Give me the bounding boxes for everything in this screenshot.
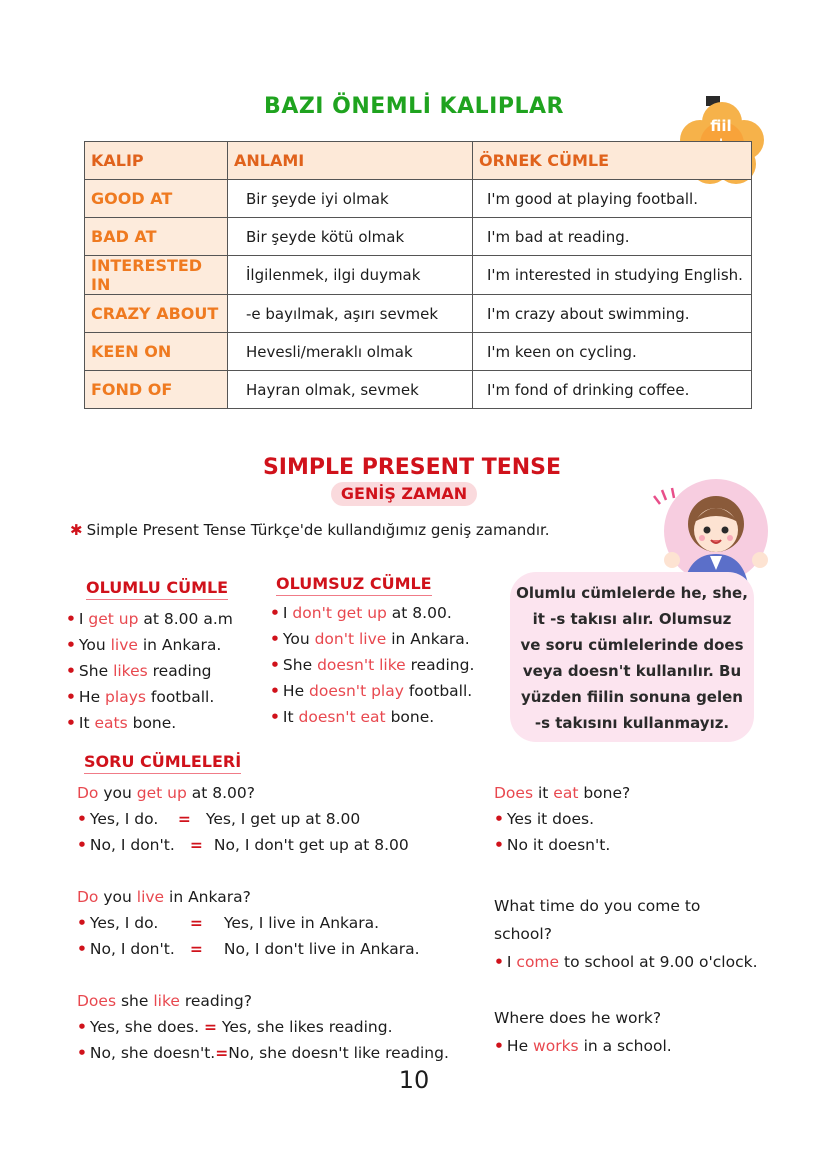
cell-anlami: Hayran olmak, sevmek bbox=[228, 371, 473, 409]
question-line: school? bbox=[494, 925, 552, 943]
answer-no: • No, she doesn't.=No, she doesn't like reading. bbox=[77, 1044, 449, 1062]
question-line: Do you get up at 8.00? bbox=[77, 784, 255, 802]
question-line: Where does he work? bbox=[494, 1009, 662, 1027]
section-title: SIMPLE PRESENT TENSE bbox=[262, 455, 562, 480]
olumsuz-list bbox=[270, 600, 474, 730]
header-ornek: ÖRNEK CÜMLE bbox=[473, 142, 752, 180]
list-item: • You don't live in Ankara. bbox=[270, 630, 470, 648]
table-row bbox=[85, 333, 752, 371]
answer-yes: • Yes, I do. = Yes, I get up at 8.00 bbox=[77, 810, 361, 828]
question-block-3 bbox=[77, 988, 449, 1066]
question-line: Does she like reading? bbox=[77, 992, 252, 1010]
olumlu-list bbox=[66, 606, 233, 736]
answer-no: • No, I don't. = No, I don't get up at 8.00 bbox=[77, 836, 409, 854]
question-block-5 bbox=[494, 892, 758, 976]
cell-anlami: Bir şeyde kötü olmak bbox=[228, 218, 473, 256]
table-row bbox=[85, 295, 752, 333]
list-item: • She doesn't like reading. bbox=[270, 656, 475, 674]
list-item: • I get up at 8.00 a.m bbox=[66, 610, 233, 628]
star-bullet-icon: ✱ bbox=[70, 521, 83, 539]
question-block-4 bbox=[494, 780, 630, 858]
olumlu-title bbox=[86, 578, 228, 597]
table-row bbox=[85, 371, 752, 409]
header-anlami: ANLAMI bbox=[228, 142, 473, 180]
question-line: Do you live in Ankara? bbox=[77, 888, 251, 906]
question-line: What time do you come to bbox=[494, 897, 701, 915]
table-header-row bbox=[85, 142, 752, 180]
cell-ornek: I'm fond of drinking coffee. bbox=[473, 371, 752, 409]
note-line: ve soru cümlelerinde does bbox=[520, 636, 744, 654]
question-block-1 bbox=[77, 780, 409, 858]
list-item: • It doesn't eat bone. bbox=[270, 708, 435, 726]
soru-title-text: SORU CÜMLELERİ bbox=[84, 752, 241, 774]
olumsuz-title-text: OLUMSUZ CÜMLE bbox=[276, 574, 432, 596]
soru-title bbox=[84, 752, 241, 771]
olumlu-title-text: OLUMLU CÜMLE bbox=[86, 578, 228, 600]
note-line: it -s takısı alır. Olumsuz bbox=[532, 610, 732, 628]
answer-yes: • Yes it does. bbox=[494, 810, 595, 828]
intro-sentence: Simple Present Tense Türkçe'de kullandığımız geniş zamandır. bbox=[86, 521, 550, 539]
note-line: yüzden fiilin sonuna gelen bbox=[521, 688, 743, 706]
cell-ornek: I'm interested in studying English. bbox=[473, 256, 752, 295]
list-item: • It eats bone. bbox=[66, 714, 177, 732]
olumsuz-title bbox=[276, 574, 432, 593]
page-title: BAZI ÖNEMLİ KALIPLAR bbox=[264, 94, 564, 119]
page-number: 10 bbox=[398, 1066, 430, 1094]
patterns-table bbox=[84, 141, 752, 409]
cell-ornek: I'm crazy about swimming. bbox=[473, 295, 752, 333]
cell-anlami: -e bayılmak, aşırı sevmek bbox=[228, 295, 473, 333]
answer-no: • No it doesn't. bbox=[494, 836, 611, 854]
note-line: -s takısını kullanmayız. bbox=[534, 714, 730, 732]
cell-kalip: CRAZY ABOUT bbox=[85, 295, 228, 333]
answer-line: • I come to school at 9.00 o'clock. bbox=[494, 953, 758, 971]
question-line: Does it eat bone? bbox=[494, 784, 631, 802]
cell-ornek: I'm good at playing football. bbox=[473, 180, 752, 218]
cell-kalip: GOOD AT bbox=[85, 180, 228, 218]
answer-yes: • Yes, I do. = Yes, I live in Ankara. bbox=[77, 914, 380, 932]
list-item: • She likes reading bbox=[66, 662, 212, 680]
girl-character-icon bbox=[650, 476, 770, 586]
table-row bbox=[85, 218, 752, 256]
question-block-2 bbox=[77, 884, 420, 962]
cell-anlami: İlgilenmek, ilgi duymak bbox=[228, 256, 473, 295]
cell-kalip: INTERESTED IN bbox=[85, 256, 228, 295]
list-item: • He plays football. bbox=[66, 688, 215, 706]
question-block-6 bbox=[494, 1004, 672, 1060]
answer-yes: • Yes, she does. = Yes, she likes reading. bbox=[77, 1018, 393, 1036]
answer-line: • He works in a school. bbox=[494, 1037, 672, 1055]
cell-kalip: FOND OF bbox=[85, 371, 228, 409]
list-item: • You live in Ankara. bbox=[66, 636, 222, 654]
cell-anlami: Bir şeyde iyi olmak bbox=[228, 180, 473, 218]
header-kalip: KALIP bbox=[85, 142, 228, 180]
note-line: Olumlu cümlelerde he, she, bbox=[516, 584, 748, 602]
table-row bbox=[85, 256, 752, 295]
intro-text bbox=[70, 521, 550, 539]
badge-line1: fiil bbox=[710, 117, 732, 135]
section-subtitle: GENİŞ ZAMAN bbox=[331, 482, 477, 506]
answer-no: • No, I don't. = No, I don't live in Ankara. bbox=[77, 940, 420, 958]
cell-ornek: I'm keen on cycling. bbox=[473, 333, 752, 371]
cell-kalip: BAD AT bbox=[85, 218, 228, 256]
cell-ornek: I'm bad at reading. bbox=[473, 218, 752, 256]
note-line: veya doesn't kullanılır. Bu bbox=[522, 662, 742, 680]
table-row bbox=[85, 180, 752, 218]
cell-kalip: KEEN ON bbox=[85, 333, 228, 371]
cell-anlami: Hevesli/meraklı olmak bbox=[228, 333, 473, 371]
list-item: • I don't get up at 8.00. bbox=[270, 604, 452, 622]
list-item: • He doesn't play football. bbox=[270, 682, 473, 700]
grammar-note bbox=[510, 572, 754, 742]
